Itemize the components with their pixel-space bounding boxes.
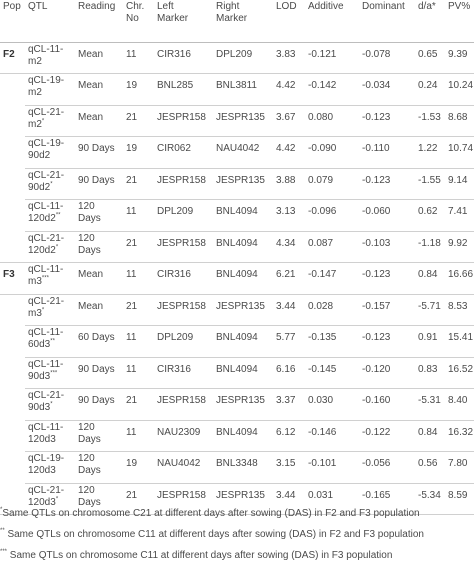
cell-da: -5.71 (415, 294, 445, 326)
cell-dominant: -0.056 (359, 452, 415, 484)
cell-pop (0, 389, 25, 421)
qtl-footnote-mark: * (50, 181, 53, 188)
table-row (0, 326, 474, 358)
cell-dominant: -0.060 (359, 200, 415, 232)
cell-lod: 3.15 (273, 452, 305, 484)
cell-pv: 8.53 (445, 294, 474, 326)
cell-qtl (25, 452, 75, 484)
cell-qtl (25, 105, 75, 137)
footnote-3-mark: *** (0, 549, 8, 555)
qtl-footnote-mark: * (41, 307, 45, 314)
cell-pop (0, 137, 25, 169)
cell-dominant: -0.123 (359, 326, 415, 358)
cell-additive: 0.079 (305, 168, 359, 200)
cell-lod: 3.83 (273, 42, 305, 74)
cell-da: 0.65 (415, 42, 445, 74)
cell-reading: 120 Days (75, 420, 123, 452)
cell-dominant: -0.078 (359, 42, 415, 74)
cell-dominant: -0.160 (359, 389, 415, 421)
cell-da: -5.34 (415, 483, 445, 515)
qtl-footnote-mark: *** (50, 370, 58, 377)
qtl-name: qCL-21- 120d3 (28, 484, 65, 508)
cell-qtl (25, 389, 75, 421)
cell-reading: 120 Days (75, 231, 123, 263)
cell-qtl (25, 231, 75, 263)
cell-right-marker: JESPR135 (213, 389, 273, 421)
cell-left-marker: CIR316 (154, 357, 213, 389)
cell-reading: 120 Days (75, 483, 123, 515)
cell-reading: 90 Days (75, 168, 123, 200)
cell-qtl (25, 263, 75, 295)
cell-left-marker: JESPR158 (154, 105, 213, 137)
cell-pv: 7.41 (445, 200, 474, 232)
cell-left-marker: JESPR158 (154, 294, 213, 326)
cell-lod: 4.42 (273, 137, 305, 169)
qtl-name: qCL-21- m3 (28, 295, 65, 319)
cell-reading: Mean (75, 294, 123, 326)
footnote-1-mark: * (0, 507, 3, 513)
cell-right-marker: BNL4094 (213, 263, 273, 295)
cell-right-marker: NAU4042 (213, 137, 273, 169)
cell-pv: 8.68 (445, 105, 474, 137)
cell-chr: 21 (123, 389, 154, 421)
cell-right-marker: BNL4094 (213, 231, 273, 263)
table-row (0, 105, 474, 137)
cell-reading: Mean (75, 105, 123, 137)
cell-left-marker: DPL209 (154, 200, 213, 232)
cell-right-marker: JESPR135 (213, 105, 273, 137)
cell-pv: 15.41 (445, 326, 474, 358)
cell-chr: 19 (123, 74, 154, 106)
cell-da: 0.62 (415, 200, 445, 232)
cell-lod: 3.37 (273, 389, 305, 421)
cell-qtl (25, 200, 75, 232)
cell-chr: 11 (123, 420, 154, 452)
cell-additive: -0.135 (305, 326, 359, 358)
table-row (0, 231, 474, 263)
footnote-1 (0, 508, 474, 529)
cell-dominant: -0.157 (359, 294, 415, 326)
table-row (0, 263, 474, 295)
qtl-footnote-mark: * (41, 118, 45, 125)
cell-qtl (25, 420, 75, 452)
table-row (0, 200, 474, 232)
cell-reading: Mean (75, 74, 123, 106)
cell-qtl (25, 74, 75, 106)
header-da: d/a* (415, 0, 445, 42)
cell-pop (0, 326, 25, 358)
header-dominant: Dominant (359, 0, 415, 42)
header-pv: PV% (445, 0, 474, 42)
qtl-footnote-mark: * (55, 244, 59, 251)
table-row (0, 168, 474, 200)
qtl-footnote-mark: *** (41, 275, 49, 282)
cell-right-marker: DPL209 (213, 42, 273, 74)
cell-right-marker: BNL4094 (213, 357, 273, 389)
cell-pv: 16.52 (445, 357, 474, 389)
footnote-2-mark: ** (0, 528, 5, 534)
qtl-name: qCL-19- 90d2 (28, 138, 65, 161)
cell-lod: 6.16 (273, 357, 305, 389)
table-row (0, 137, 474, 169)
cell-da: 1.22 (415, 137, 445, 169)
cell-pv: 10.74 (445, 137, 474, 169)
cell-pop (0, 452, 25, 484)
cell-chr: 21 (123, 483, 154, 515)
footnote-1-text: Same QTLs on chromosome C21 at different days after sowing (DAS) in F2 and F3 population (2, 508, 420, 519)
qtl-footnote-mark: * (50, 401, 53, 408)
cell-chr: 21 (123, 231, 154, 263)
cell-additive: -0.121 (305, 42, 359, 74)
cell-right-marker: JESPR135 (213, 294, 273, 326)
cell-pop (0, 200, 25, 232)
cell-reading: 90 Days (75, 137, 123, 169)
cell-reading: 120 Days (75, 452, 123, 484)
cell-left-marker: JESPR158 (154, 231, 213, 263)
cell-qtl (25, 42, 75, 74)
header-qtl: QTL (25, 0, 75, 42)
qtl-footnote-mark: ** (50, 338, 55, 345)
qtl-name: qCL-11- 120d3 (28, 421, 64, 445)
header-left-marker: Left Marker (154, 0, 213, 42)
cell-qtl (25, 326, 75, 358)
header-lod: LOD (273, 0, 305, 42)
qtl-name: qCL-11- 60d3 (28, 327, 64, 350)
cell-right-marker: BNL3348 (213, 452, 273, 484)
cell-left-marker: JESPR158 (154, 483, 213, 515)
header-pop: Pop (0, 0, 25, 42)
cell-da: -1.53 (415, 105, 445, 137)
footnotes (0, 508, 474, 571)
table-row (0, 452, 474, 484)
cell-lod: 3.88 (273, 168, 305, 200)
cell-pv: 9.14 (445, 168, 474, 200)
header-right-marker: Right Marker (213, 0, 273, 42)
cell-left-marker: BNL285 (154, 74, 213, 106)
table-row (0, 357, 474, 389)
cell-chr: 11 (123, 263, 154, 295)
cell-pv: 8.59 (445, 483, 474, 515)
cell-reading: 120 Days (75, 200, 123, 232)
cell-lod: 3.67 (273, 105, 305, 137)
cell-left-marker: CIR316 (154, 263, 213, 295)
header-row (0, 0, 474, 42)
qtl-footnote-mark: ** (55, 212, 61, 219)
cell-additive: -0.096 (305, 200, 359, 232)
footnote-3 (0, 550, 474, 571)
cell-pv: 16.32 (445, 420, 474, 452)
cell-reading: 60 Days (75, 326, 123, 358)
cell-chr: 19 (123, 137, 154, 169)
cell-chr: 19 (123, 452, 154, 484)
cell-additive: 0.087 (305, 231, 359, 263)
cell-da: -1.55 (415, 168, 445, 200)
header-additive: Additive (305, 0, 359, 42)
cell-additive: 0.031 (305, 483, 359, 515)
cell-chr: 11 (123, 200, 154, 232)
cell-reading: Mean (75, 42, 123, 74)
cell-lod: 4.42 (273, 74, 305, 106)
cell-left-marker: JESPR158 (154, 168, 213, 200)
cell-da: 0.91 (415, 326, 445, 358)
cell-da: -1.18 (415, 231, 445, 263)
cell-left-marker: CIR062 (154, 137, 213, 169)
cell-chr: 11 (123, 326, 154, 358)
cell-additive: 0.080 (305, 105, 359, 137)
cell-lod: 3.13 (273, 200, 305, 232)
cell-additive: -0.145 (305, 357, 359, 389)
cell-qtl (25, 137, 75, 169)
footnote-2 (0, 529, 474, 550)
cell-da: 0.83 (415, 357, 445, 389)
cell-right-marker: BNL4094 (213, 200, 273, 232)
qtl-name: qCL-11- m3 (28, 264, 64, 287)
qtl-footnote-mark: * (55, 496, 59, 503)
cell-pop (0, 105, 25, 137)
cell-left-marker: CIR316 (154, 42, 213, 74)
table-row (0, 74, 474, 106)
qtl-name: qCL-21- 90d2 (28, 169, 65, 193)
cell-dominant: -0.122 (359, 420, 415, 452)
cell-right-marker: BNL4094 (213, 326, 273, 358)
qtl-name: qCL-11- m2 (28, 43, 64, 67)
cell-lod: 5.77 (273, 326, 305, 358)
cell-left-marker: DPL209 (154, 326, 213, 358)
cell-dominant: -0.103 (359, 231, 415, 263)
cell-additive: 0.030 (305, 389, 359, 421)
cell-right-marker: BNL4094 (213, 420, 273, 452)
cell-additive: -0.142 (305, 74, 359, 106)
cell-additive: -0.146 (305, 420, 359, 452)
cell-da: -5.31 (415, 389, 445, 421)
table-row (0, 42, 474, 74)
cell-da: 0.84 (415, 420, 445, 452)
cell-lod: 6.12 (273, 420, 305, 452)
cell-lod: 4.34 (273, 231, 305, 263)
cell-chr: 21 (123, 294, 154, 326)
cell-left-marker: NAU4042 (154, 452, 213, 484)
qtl-name: qCL-21- 120d2 (28, 232, 65, 256)
cell-additive: -0.090 (305, 137, 359, 169)
cell-pop (0, 231, 25, 263)
cell-dominant: -0.123 (359, 168, 415, 200)
cell-qtl (25, 168, 75, 200)
cell-left-marker: JESPR158 (154, 389, 213, 421)
footnote-2-text: Same QTLs on chromosome C11 at different days after sowing (DAS) in F2 and F3 population (7, 529, 424, 540)
cell-pop: F2 (0, 42, 25, 74)
cell-pv: 10.24 (445, 74, 474, 106)
cell-dominant: -0.165 (359, 483, 415, 515)
cell-pop (0, 168, 25, 200)
qtl-name: qCL-19- 120d3 (28, 453, 65, 476)
cell-dominant: -0.123 (359, 105, 415, 137)
cell-chr: 21 (123, 105, 154, 137)
cell-da: 0.24 (415, 74, 445, 106)
table-row (0, 420, 474, 452)
cell-pv: 9.92 (445, 231, 474, 263)
cell-pv: 7.80 (445, 452, 474, 484)
footnote-3-text: Same QTLs on chromosome C11 at different days after sowing (DAS) in F3 population (9, 550, 393, 561)
cell-additive: -0.147 (305, 263, 359, 295)
cell-da: 0.56 (415, 452, 445, 484)
cell-dominant: -0.034 (359, 74, 415, 106)
cell-chr: 11 (123, 357, 154, 389)
cell-pop (0, 420, 25, 452)
cell-dominant: -0.110 (359, 137, 415, 169)
cell-reading: 90 Days (75, 389, 123, 421)
cell-pop (0, 294, 25, 326)
cell-pop (0, 357, 25, 389)
cell-right-marker: JESPR135 (213, 483, 273, 515)
cell-reading: Mean (75, 263, 123, 295)
qtl-name: qCL-21- m2 (28, 106, 65, 130)
cell-pop (0, 74, 25, 106)
qtl-name: qCL-11- 90d3 (28, 358, 64, 382)
cell-right-marker: JESPR135 (213, 168, 273, 200)
cell-dominant: -0.123 (359, 263, 415, 295)
cell-qtl (25, 357, 75, 389)
cell-qtl (25, 294, 75, 326)
qtl-name: qCL-21- 90d3 (28, 390, 65, 413)
cell-additive: 0.028 (305, 294, 359, 326)
cell-pv: 16.66 (445, 263, 474, 295)
cell-da: 0.84 (415, 263, 445, 295)
cell-pv: 9.39 (445, 42, 474, 74)
header-chr: Chr. No (123, 0, 154, 42)
cell-right-marker: BNL3811 (213, 74, 273, 106)
cell-reading: 90 Days (75, 357, 123, 389)
table-row (0, 294, 474, 326)
qtl-name: qCL-19- m2 (28, 75, 65, 98)
cell-chr: 21 (123, 168, 154, 200)
cell-lod: 6.21 (273, 263, 305, 295)
cell-pop: F3 (0, 263, 25, 295)
cell-left-marker: NAU2309 (154, 420, 213, 452)
qtl-name: qCL-11- 120d2 (28, 201, 64, 224)
header-reading: Reading (75, 0, 123, 42)
cell-dominant: -0.120 (359, 357, 415, 389)
cell-chr: 11 (123, 42, 154, 74)
cell-lod: 3.44 (273, 294, 305, 326)
cell-pv: 8.40 (445, 389, 474, 421)
table-row (0, 389, 474, 421)
cell-lod: 3.44 (273, 483, 305, 515)
cell-additive: -0.101 (305, 452, 359, 484)
